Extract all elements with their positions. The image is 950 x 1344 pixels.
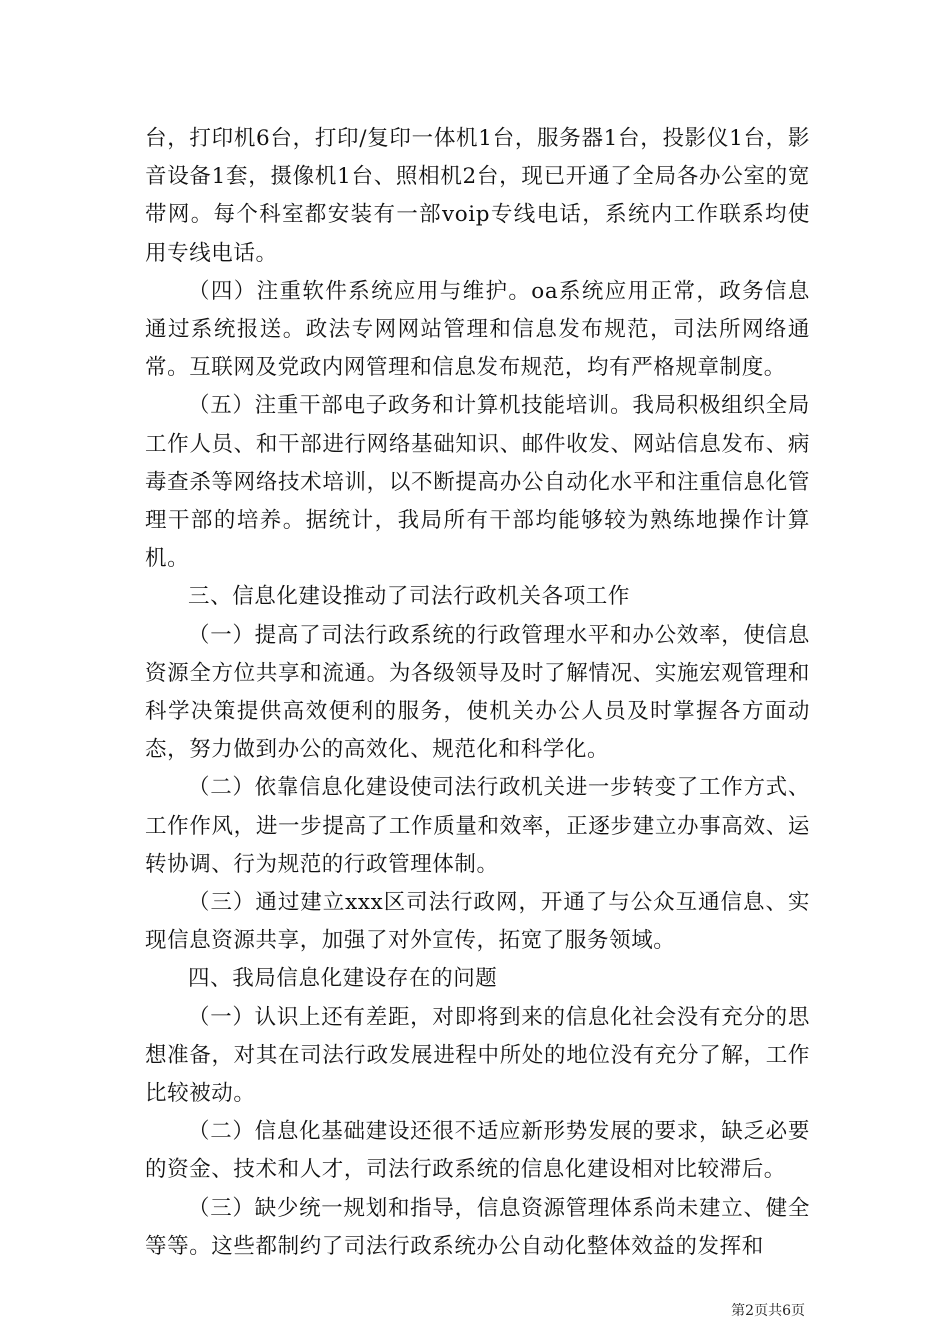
page-number: 第2页共6页 [731,1303,805,1319]
section-heading-3: 三、信息化建设推动了司法行政机关各项工作 [188,584,631,610]
paragraph-efficiency: （一）提高了司法行政系统的行政管理水平和办公效率，使信息资源全方位共享和流通。为各级领导及时了解情况、实施宏观管理和科学决策提供高效便利的服务，使机关办公人员及时掌握各方面动态，努力做到办公的高效化、规范化和科学化。 [145,622,810,763]
paragraph-planning: （三）缺少统一规划和指导，信息资源管理体系尚未建立、健全等等。这些都制约了司法行政系统办公自动化整体效益的发挥和 [145,1195,810,1259]
paragraph-awareness: （一）认识上还有差距，对即将到来的信息化社会没有充分的思想准备，对其在司法行政发展进程中所处的地位没有充分了解，工作比较被动。 [145,1004,810,1107]
paragraph-training: （五）注重干部电子政务和计算机技能培训。我局积极组织全局工作人员、和干部进行网络基础知识、邮件收发、网站信息发布、病毒查杀等网络技术培训，以不断提高办公自动化水平和注重信息化管理干部的培养。据统计，我局所有干部均能够较为熟练地操作计算机。 [145,393,810,572]
document-body [145,120,810,1266]
paragraph-software-maintenance: （四）注重软件系统应用与维护。oa系统应用正常，政务信息通过系统报送。政法专网网站管理和信息发布规范，司法所网络通常。互联网及党政内网管理和信息发布规范，均有严格规章制度。 [145,278,810,381]
paragraph-infrastructure: （二）信息化基础建设还很不适应新形势发展的要求，缺乏必要的资金、技术和人才，司法行政系统的信息化建设相对比较滞后。 [145,1119,810,1183]
section-heading-4: 四、我局信息化建设存在的问题 [188,966,498,992]
paragraph-website: （三）通过建立xxx区司法行政网，开通了与公众互通信息、实现信息资源共享，加强了对外宣传，拓宽了服务领域。 [145,890,810,954]
paragraph-work-style: （二）依靠信息化建设使司法行政机关进一步转变了工作方式、工作作风，进一步提高了工作质量和效率，正逐步建立办事高效、运转协调、行为规范的行政管理体制。 [145,775,810,877]
paragraph-continued-equipment: 台，打印机6台，打印/复印一体机1台，服务器1台，投影仪1台，影音设备1套，摄像机1台、照相机2台，现已开通了全局各办公室的宽带网。每个科室都安装有一部voip专线电话，系统内工作联系均使用专线电话。 [145,126,810,266]
